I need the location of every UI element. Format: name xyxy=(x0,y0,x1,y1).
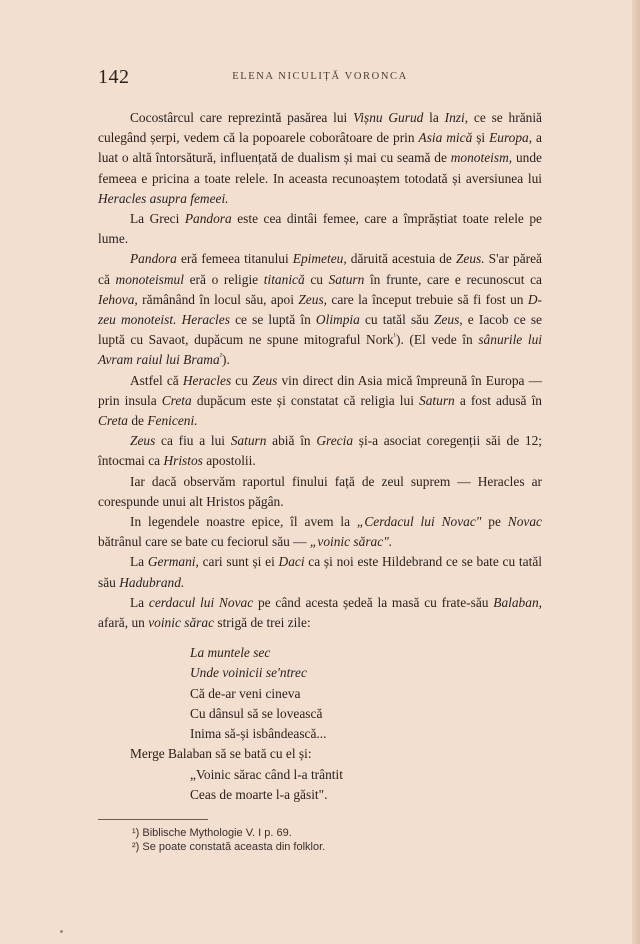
text-run: ca fiu a lui xyxy=(155,433,231,449)
italic-text: titanică xyxy=(263,271,305,287)
italic-text: „voinic sărac". xyxy=(309,534,393,550)
italic-text: Germani, xyxy=(147,554,199,570)
text-run: La Greci xyxy=(130,211,185,227)
italic-text: Iehova, xyxy=(98,291,138,307)
footnote-marker: ² xyxy=(219,351,223,361)
italic-text: Creta xyxy=(98,413,129,429)
text-run: vin direct din Asia mică împreună în Europa — prin insula xyxy=(98,372,542,408)
footnote-marker: ¹ xyxy=(393,331,396,341)
text-run: unde femeea e pricina a toate relele. In aceasta recunoaștem totodată și aversiunea lui xyxy=(98,150,542,186)
narrative-line: Merge Balaban să se bată cu el și: xyxy=(130,746,312,762)
italic-text: Feniceni. xyxy=(147,413,198,429)
text-run: cu xyxy=(231,372,253,388)
italic-text: monoteism, xyxy=(450,150,513,166)
text-run: este cea dintâi femee, care a împrăștiat toate relele pe lume. xyxy=(98,211,542,247)
running-head: ELENA NICULIȚĂ VORONCA xyxy=(232,71,408,82)
text-run: afară, un xyxy=(98,615,149,631)
footnote: ¹) Biblische Mythologie V. I p. 69. xyxy=(132,826,292,839)
text-run: și-a asociat coregenții săi de 12; întocmai ca xyxy=(98,433,542,469)
text-run: și xyxy=(472,130,490,146)
text-run: S'ar păreă că xyxy=(98,251,542,287)
text-run: cari sunt și ei xyxy=(198,554,279,570)
italic-text: Zeus, xyxy=(298,291,328,307)
text-run: La xyxy=(130,554,148,570)
verse-line: Că de-ar veni cineva xyxy=(190,685,301,701)
paragraph xyxy=(98,512,542,552)
text-run: ca și noi este Hildebrand ce se bate cu tatăl său xyxy=(98,554,542,590)
italic-text: Epimeteu, xyxy=(292,251,347,267)
text-run: bătrânul care se bate cu feciorul său — xyxy=(98,534,310,550)
italic-text: Saturn xyxy=(328,271,365,287)
text-run: în frunte, care e recunoscut ca xyxy=(364,271,542,287)
italic-text: Pandora xyxy=(130,251,177,267)
text-run: pe xyxy=(481,514,508,530)
paragraph xyxy=(98,249,542,370)
paragraph xyxy=(98,371,542,432)
page-number: 142 xyxy=(98,66,130,88)
italic-text: voinic sărac xyxy=(148,615,215,631)
footnote-rule xyxy=(98,819,208,820)
italic-text: „Cerdacul lui Novac" xyxy=(356,514,482,530)
italic-text: Balaban, xyxy=(493,594,542,610)
italic-text: Saturn xyxy=(419,392,455,408)
italic-text: monoteismul xyxy=(115,271,184,287)
verse-block xyxy=(98,643,542,805)
paragraph xyxy=(98,552,542,592)
text-run: cu xyxy=(304,271,329,287)
italic-text: Vișnu Gurud xyxy=(353,110,424,125)
verse-line: Unde voinicii se'ntrec xyxy=(190,665,307,681)
ink-speck xyxy=(60,930,63,933)
text-run: abiă în xyxy=(266,433,317,449)
text-run: ). xyxy=(222,352,230,368)
text-run: dupăcum este și constatat că religia lui xyxy=(191,392,420,408)
text-run: eră femeea titanului xyxy=(176,251,293,267)
verse-line: Inima să-și isbândească... xyxy=(190,726,327,742)
italic-text: Inzi, xyxy=(444,110,469,125)
italic-text: Creta xyxy=(161,392,192,408)
footnotes xyxy=(98,826,542,854)
italic-text: Pandora xyxy=(184,211,232,227)
text-run: ce se hrăniă culegând șerpi, vedem că la popoarele coborâtoare de prin xyxy=(98,110,542,146)
italic-text: Asia mică xyxy=(418,130,473,146)
paragraph xyxy=(98,431,542,471)
text-run: pe când acesta ședeă la masă cu frate-său xyxy=(253,594,494,610)
italic-text: D-zeu monoteist. xyxy=(98,291,543,328)
italic-text: Heracles xyxy=(182,372,232,388)
italic-text: sânurile lui Avram raiul lui Brama xyxy=(98,332,542,368)
italic-text: Europa, xyxy=(489,130,533,146)
verse-line: Ceas de moarte l-a găsit". xyxy=(190,786,328,802)
text-run: apostolii. xyxy=(202,453,256,469)
text-run: dăruită acestuia de xyxy=(346,251,456,267)
paragraph xyxy=(98,593,542,633)
italic-text: Zeus xyxy=(252,372,278,388)
italic-text: Heracles asupra femeei. xyxy=(98,190,229,206)
italic-text: Zeus xyxy=(130,433,156,449)
italic-text: cerdacul lui Novac xyxy=(148,594,254,610)
paragraph xyxy=(98,108,542,209)
text-run: Cocostârcul care reprezintă pasărea lui xyxy=(130,110,354,125)
italic-text: Olimpia xyxy=(315,312,360,328)
body-text xyxy=(98,108,542,854)
italic-text: Heracles xyxy=(181,312,230,328)
text-run: ce se luptă în xyxy=(229,312,316,328)
text-run: a fost adusă în xyxy=(454,392,542,408)
italic-text: Hristos xyxy=(163,453,203,469)
page-edge-shadow xyxy=(632,0,640,944)
text-run: eră o religie xyxy=(183,271,264,287)
verse-line: Cu dânsul să se lovească xyxy=(190,705,323,721)
text-run: strigă de trei zile: xyxy=(214,615,311,631)
italic-text: Grecia xyxy=(316,433,354,449)
text-run: In legendele noastre epice, îl avem la xyxy=(130,514,357,530)
italic-text: Saturn xyxy=(230,433,267,449)
italic-text: Zeus, xyxy=(433,312,463,328)
text-run: a luat o altă întorsătură, influențată de dualism și mai cu seamă de xyxy=(98,130,542,166)
text-run: la xyxy=(423,110,445,125)
italic-text: Daci xyxy=(278,554,305,570)
text-run: care la început trebuie să fi fost un xyxy=(327,291,528,307)
text-run: Iar dacă observăm raportul finului față de zeul suprem — Heracles ar corespunde unui alt Hristos păgân. xyxy=(98,473,542,509)
paragraph xyxy=(98,472,542,512)
paragraph xyxy=(98,209,542,249)
italic-text: Novac xyxy=(507,514,542,530)
text-run: de xyxy=(128,413,148,429)
italic-text: Hadubrand. xyxy=(119,574,185,590)
text-run: e Iacob ce se luptă cu Savaot, dupăcum ne spune mitograful Nork xyxy=(98,312,542,348)
page-header xyxy=(98,66,542,88)
verse-line: La muntele sec xyxy=(190,645,271,661)
text-run: ). (El vede în xyxy=(395,332,479,348)
italic-text: Zeus. xyxy=(455,251,485,267)
text-run: cu tatăl său xyxy=(359,312,434,328)
text-run: La xyxy=(130,594,149,610)
footnote: ²) Se poate constată aceasta din folklor. xyxy=(132,840,326,853)
text-run: rămânând în locul său, apoi xyxy=(137,291,299,307)
verse-line: „Voinic sărac când l-a trântit xyxy=(190,766,343,782)
text-run: Astfel că xyxy=(130,372,183,388)
